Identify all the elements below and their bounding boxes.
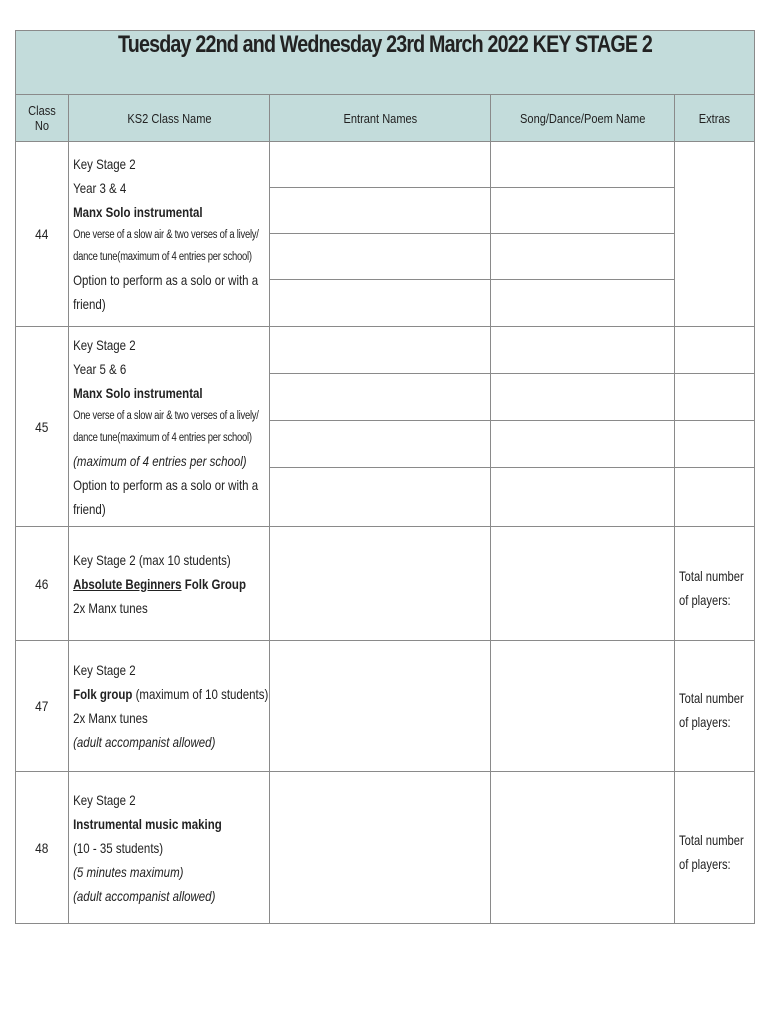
entrant-name-field[interactable] [270,374,491,421]
header-song-name: Song/Dance/Poem Name [491,95,675,142]
entrant-name-field[interactable] [270,327,491,374]
class-description: Key Stage 2 Folk group (maximum of 10 students) 2x Manx tunes (adult accompanist allowed) [69,641,270,772]
song-name-field[interactable] [491,641,675,772]
entrant-name-field[interactable] [270,421,491,468]
extras-field[interactable] [675,327,755,374]
class-number: 46 [16,527,69,641]
extras-field[interactable]: Total number of players: [675,772,755,924]
song-name-field[interactable] [491,234,675,280]
song-name-field[interactable] [491,142,675,188]
entrant-name-field[interactable] [270,280,491,327]
entry-form-table [15,30,755,924]
extras-field[interactable]: Total number of players: [675,641,755,772]
class-number: 47 [16,641,69,772]
title-cell [16,31,755,95]
header-extras: Extras [675,95,755,142]
extras-field[interactable] [675,142,755,327]
entrant-name-field[interactable] [270,772,491,924]
song-name-field[interactable] [491,327,675,374]
header-entrant-names: Entrant Names [270,95,491,142]
class-description: Key Stage 2 Year 3 & 4 Manx Solo instrumental One verse of a slow air & two verses of a lively/ dance tune(maximum of 4 entries per school) Option to perform as a solo or with a friend) [69,142,270,327]
extras-field[interactable] [675,421,755,468]
song-name-field[interactable] [491,374,675,421]
class-number: 45 [16,327,69,527]
class-description: Key Stage 2 Instrumental music making (10 - 35 students) (5 minutes maximum) (adult accompanist allowed) [69,772,270,924]
class-description: Key Stage 2 Year 5 & 6 Manx Solo instrumental One verse of a slow air & two verses of a lively/ dance tune(maximum of 4 entries per school) (maximum of 4 entries per school) Option to perform as a solo or with a friend) [69,327,270,527]
extras-field[interactable] [675,374,755,421]
entrant-name-field[interactable] [270,527,491,641]
song-name-field[interactable] [491,772,675,924]
class-number: 48 [16,772,69,924]
entrant-name-field[interactable] [270,142,491,188]
entrant-name-field[interactable] [270,468,491,527]
song-name-field[interactable] [491,188,675,234]
page-title: Tuesday 22nd and Wednesday 23rd March 2022 KEY STAGE 2 [82,31,687,94]
song-name-field[interactable] [491,527,675,641]
class-description: Key Stage 2 (max 10 students) Absolute Beginners Folk Group 2x Manx tunes [69,527,270,641]
entrant-name-field[interactable] [270,641,491,772]
extras-field[interactable]: Total number of players: [675,527,755,641]
song-name-field[interactable] [491,421,675,468]
header-class-no: Class No [16,95,69,142]
extras-field[interactable] [675,468,755,527]
entrant-name-field[interactable] [270,234,491,280]
class-number: 44 [16,142,69,327]
song-name-field[interactable] [491,468,675,527]
header-class-name: KS2 Class Name [69,95,270,142]
entrant-name-field[interactable] [270,188,491,234]
song-name-field[interactable] [491,280,675,327]
